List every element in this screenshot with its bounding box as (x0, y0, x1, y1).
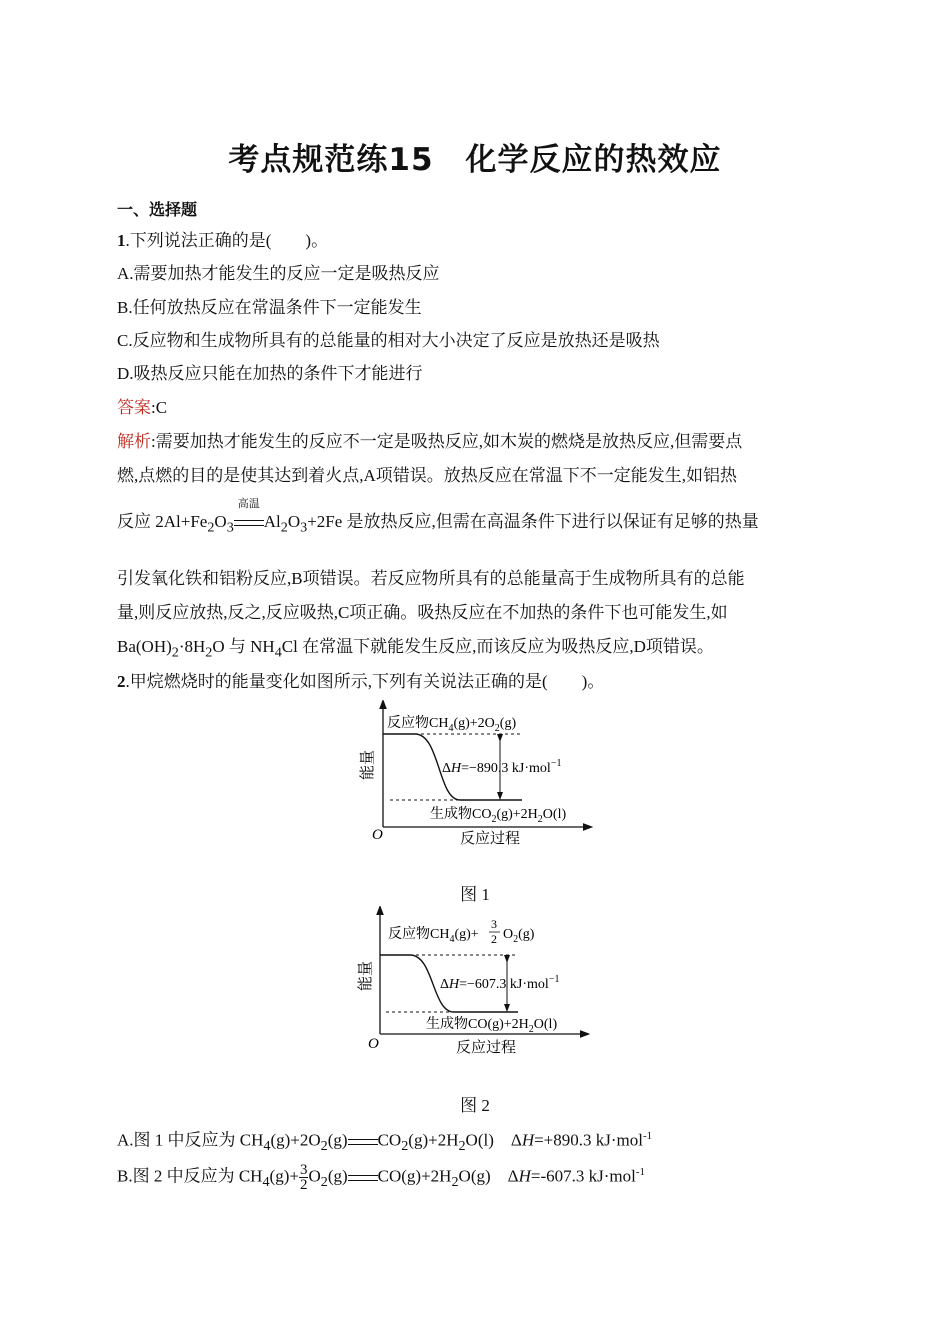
reaction-arrow (348, 1165, 378, 1189)
analysis-line: $Ba(OH)_2\cdot 8H_2O$ 与 $NH_4Cl$ 在常温下就能发生反应,而该反应为吸热反应,D项错误。 (117, 637, 714, 661)
analysis-line: 引发氧化铁和铝粉反应,B项错误。若反应物所具有的总能量高于生成物所具有的总能 (117, 569, 745, 588)
product-label: 生成物$CO_2(g)+2H_2O(l)$ (430, 807, 567, 825)
product-label: 生成物$CO(g)+2H_2O(l)$ (426, 1017, 558, 1035)
fraction-denominator: 2 (491, 932, 497, 946)
delta-h-label: ΔH=−607.3 kJ·mol$^{-1}$ (440, 974, 560, 992)
analysis-line: 反应 $2Al+Fe_2O_3$ 高温 $Al_2O_3+2Fe$ 是放热反应,但需在高温条件下进行以保证有足够的热量 (117, 510, 759, 539)
analysis-text: :需要加热才能发生的反应不一定是吸热反应,如木炭的燃烧是放热反应,但需要点 (151, 432, 743, 451)
origin-label: O (368, 1036, 379, 1052)
reaction-arrow (234, 497, 264, 534)
reaction-condition: 高温 (237, 497, 260, 510)
question-text: .下列说法正确的是( )。 (125, 231, 329, 250)
analysis-label: 解析 (117, 432, 151, 451)
option-b: B.图 2 中反应为 $CH_4(g)+$ $\frac{3}{2}$ $O_2(g)$ $CO(g)+2H_2O(g)$ ΔH=-607.3 kJ·mol$^{-1}$ (117, 1162, 646, 1194)
section-heading: 一、选择题 (117, 200, 198, 219)
question-text: .甲烷燃烧时的能量变化如图所示,下列有关说法正确的是( )。 (125, 672, 605, 691)
energy-diagram-2 (350, 906, 600, 1064)
question-number: 2 (117, 672, 126, 691)
option-b: B.任何放热反应在常温条件下一定能发生 (117, 298, 422, 317)
option-a: A.图 1 中反应为 $CH_4(g)+2O_2(g)$ $CO_2(g)+2H_2O(l)$ ΔH=+890.3 kJ·mol$^{-1}$ (117, 1130, 653, 1155)
answer-label: 答案 (117, 398, 151, 417)
figure-1-caption: 图 1 (460, 885, 490, 904)
question-2-stem (117, 670, 604, 694)
option-a: A.需要加热才能发生的反应一定是吸热反应 (117, 264, 440, 283)
fraction: $\frac{3}{2}$ (299, 1162, 308, 1194)
option-c: C.反应物和生成物所具有的总能量的相对大小决定了反应是放热还是吸热 (117, 331, 660, 350)
figure-2-caption: 图 2 (460, 1096, 490, 1115)
reactant-label: 反应物$CH_4(g)+2O_2(g)$ (387, 716, 517, 734)
answer-value: :C (151, 398, 168, 417)
x-axis-label: 反应过程 (455, 1040, 517, 1056)
y-axis-label: 能量 (360, 749, 376, 781)
analysis-line: 燃,点燃的目的是使其达到着火点,A项错误。放热反应在常温下不一定能发生,如铝热 (117, 466, 738, 485)
reactant-label: 反应物$CH_4(g)+$ (388, 927, 479, 945)
question-number: 1 (117, 231, 126, 250)
y-axis-label: 能量 (358, 960, 374, 992)
fraction-numerator: 3 (491, 917, 497, 931)
delta-h-label: ΔH=−890.3 kJ·mol$^{-1}$ (442, 758, 562, 776)
reaction-arrow (348, 1129, 378, 1153)
question-1-stem (117, 229, 328, 253)
reactant-label-tail: $O_2(g)$ (503, 927, 535, 945)
origin-label: O (372, 827, 383, 843)
analysis-line: 量,则反应放热,反之,反应吸热,C项正确。吸热反应在不加热的条件下也可能发生,如 (117, 603, 728, 622)
answer-line (117, 396, 167, 420)
page-title: 考点规范练15 化学反应的热效应 (228, 142, 722, 178)
x-axis-label: 反应过程 (459, 831, 521, 847)
analysis-line (117, 430, 742, 454)
energy-diagram-1 (350, 700, 600, 852)
option-d: D.吸热反应只能在加热的条件下才能进行 (117, 364, 423, 383)
